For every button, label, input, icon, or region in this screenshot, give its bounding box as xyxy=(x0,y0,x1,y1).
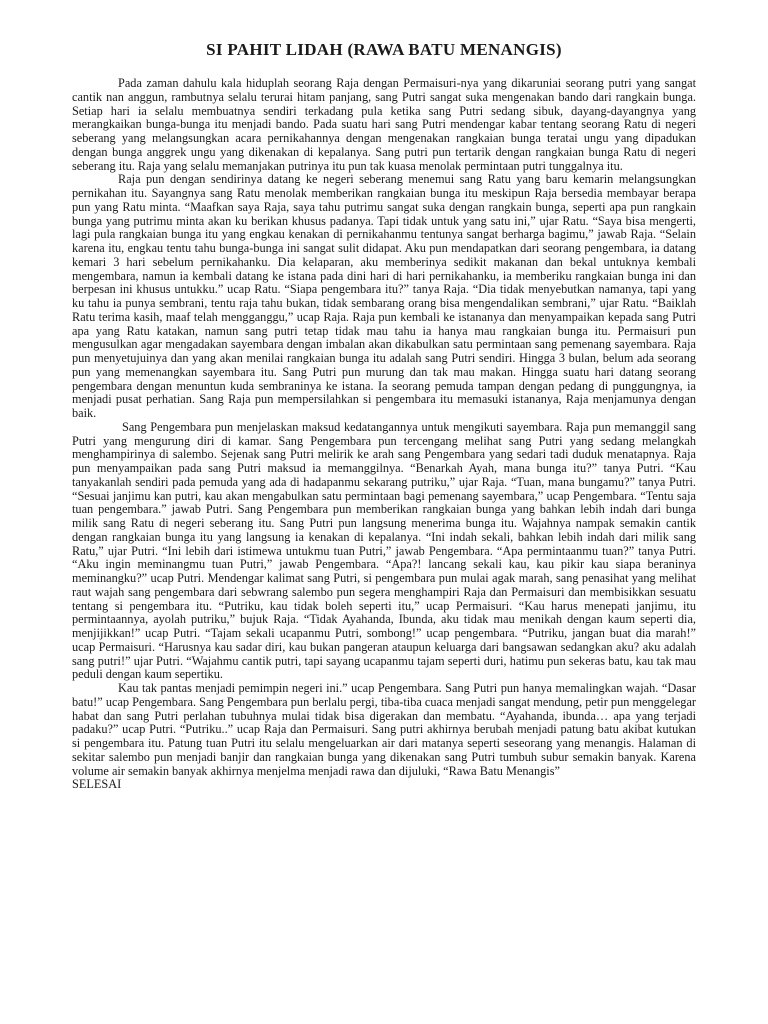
paragraph-3: Sang Pengembara pun menjelaskan maksud kedatangannya untuk mengikuti sayembara. Raja pun memanggil sang Putri yang mengurung diri di kamar. Sang Pengembara pun tercengang melihat sang Putri yang sedang melangkah menghampirinya di salembo. Sejenak sang Putri melirik ke arah sang Pengembara yang sedari tadi duduk menatapnya. Raja pun menyampaikan pada sang Putri maksud ia memanggilnya. “Benarkah Ayah, mana bunga itu?” tanya Putri. “Kau tanyakanlah sendiri pada pemuda yang ada di hadapanmu sekarang putriku,” ujar Raja. “Tuan, mana bungamu?” tanya Putri. “Sesuai janjimu kan putri, kau akan mengabulkan satu permintaan bagi pemenang sayembara,” ucap Pengembara. “Tentu saja tuan pengembara.” jawab Putri. Sang Pengembara pun memberikan rangkaian bunga yang bahkan lebih indah dari bunga milik sang Ratu di negeri seberang itu. Sang Putri pun langsung menerima bunga itu. Wajahnya nampak semakin cantik dengan rangkaian bunga itu yang langsung ia kenakan di kepalanya. “Ini indah sekali, bahkan lebih indah dari milik sang Ratu,” ujar Putri. “Ini lebih dari istimewa untukmu tuan Putri,” jawab Pengembara. “Apa permintaanmu tuan?” tanya Putri. “Aku ingin meminangmu tuan Putri,” jawab Pengembara. “Apa?! lancang sekali kau, kau pikir kau siapa beraninya meminangku?” ucap Putri. Mendengar kalimat sang Putri, si pengembara pun mulai agak marah, sang penasihat yang melihat raut wajah sang pengembara dari sebwrang salembo pun segera menghampiri Raja dan Permaisuri dan membisikkan sesuatu tentang si pengembara itu. “Putriku, kau tidak boleh seperti itu,” ucap Permaisuri. “Kau harus menepati janjimu, itu permintaannya, ayolah putriku,” bujuk Raja. “Tidak Ayahanda, Ibunda, aku tidak mau menikah dengan kaum seperti dia, menjijikkan!” ucap Putri. “Tajam sekali ucapanmu Putri, sombong!” ucap pengembara. “Putriku, jangan buat dia marah!” ucap Permaisuri. “Harusnya kau sadar diri, kau bukan pangeran ataupun keluarga dari bangsawan sedangkan aku? aku adalah sang putri!” ujar Putri. “Wajahmu cantik putri, tapi sayang ucapanmu tajam seperti duri, hatimu pun sekeras batu, kau tak mau peduli dengan kaum sepertiku. xyxy=(72,419,696,682)
document-title: SI PAHIT LIDAH (RAWA BATU MENANGIS) xyxy=(206,40,562,59)
document-body xyxy=(72,77,696,792)
closing-text: SELESAI xyxy=(72,777,122,792)
paragraph-1: Pada zaman dahulu kala hiduplah seorang Raja dengan Permaisuri-nya yang dikaruniai seorang putri yang sangat cantik nan anggun, rambutnya selalu terurai hitam panjang, sang Putri sangat suka mengenakan bando dari rangkain bunga. Setiap hari ia selalu membuatnya sendiri terkadang pula ketika sang Putri sedang sibuk, dayang-dayangnya yang merangkaikan bunga-bunga itu menjadi bando. Pada suatu hari sang Putri mendengar kabar tentang seorang Ratu di negeri seberang yang melangsungkan acara pernikahannya dengan mengenakan rangkaian bunga teratai ungu yang dipadukan dengan bunga anggrek ungu yang dikenakan di kepalanya. Sang putri pun tertarik dengan rangkaian bunga Ratu di negeri seberang itu. Raja yang selalu memanjakan putrinya itu pun tak kuasa menolak permintaan putri tunggalnya itu. xyxy=(72,76,696,173)
paragraph-4: Kau tak pantas menjadi pemimpin negeri ini.” ucap Pengembara. Sang Putri pun hanya memalingkan wajah. “Dasar batu!” ucap Pengembara. Sang Pengembara pun berlalu pergi, tiba-tiba cuaca menjadi sangat mendung, petir pun menggelegar habat dan sang Putri perlahan tubuhnya mulai tidak bisa digerakan dan membatu. “Ayahanda, ibunda… apa yang terjadi padaku?” ucap Putri. “Putriku..” ucap Raja dan Permaisuri. Sang putri akhirnya berubah menjadi patung batu akibat kutukan si pengembara itu. Patung tuan Putri itu selalu mengeluarkan air dari matanya seperti seseorang yang menangis. Halaman di sekitar salembo pun menjadi banjir dan rangkaian bunga yang dikenakan sang Putri tumbuh subur semakin banyak. Karena volume air semakin banyak akhirnya menjelma menjadi rawa dan dijuluki, “Rawa Batu Menangis” xyxy=(72,681,696,778)
paragraph-2: Raja pun dengan sendirinya datang ke negeri seberang menemui sang Ratu yang baru kemarin melangsungkan pernikahan itu. Sayangnya sang Ratu menolak memberikan rangkaian bunga itu meskipun Raja bersedia membayar berapa pun yang Ratu minta. “Maafkan saya Raja, saya tahu putrimu sangat suka dengan rangkain bunga, seperti apa pun rangkain bunga yang putrimu minta akan ku berikan khusus padanya. Tapi tidak untuk yang satu ini,” ujar Ratu. “Saya bisa mengerti, lagi pula rangkaian bunga itu yang engkau kenakan di pernikahanmu tentunya sangat berharga bagimu,” jawab Raja. “Selain karena itu, engkau tentu tahu bunga-bunga ini sangat sulit didapat. Aku pun mendapatkan dari seorang pengembara, ia datang kemari 3 hari sebelum pernikahanku. Dia kelaparan, aku memberinya sedikit makanan dan bekal untuknya kembali mengembara, namun ia kembali datang ke istana pada dini hari di hari pernikahanku, ia memberiku rangkaian bunga ini dan berpesan ini khusus untukku.” ucap Ratu. “Siapa pengembara itu?” tanya Raja. “Dia tidak menyebutkan namanya, tapi yang ku tahu ia punya sembrani, tentu raja tahu bukan, tidak sembarang orang bisa mengendalikan sembrani,” ujar Ratu. “Baiklah Ratu terima kasih, maaf telah mengganggu,” ucap Raja. Raja pun kembali ke istananya dan menyampaikan kepada sang Putri apa yang Ratu katakan, namun sang putri tetap tidak mau tahu ia hanya mau rangkaian bunga itu. Permaisuri pun mengusulkan agar mengadakan sayembara dengan imbalan akan dikabulkan satu permintaan sang pemenang sayembara. Raja pun menyetujuinya dan yang akan menilai rangkaian bunga itu adalah sang Putri sendiri. Hingga 3 bulan, belum ada seorang pun yang memenangkan sayembara itu. Sang Putri pun murung dan tak mau makan. Hingga suatu hari datang seorang pengembara dengan menuntun kuda sembraninya ke istana. Ia seorang pemuda tampan dengan pedang di punggungnya, ia menjadi pusat perhatian. Sang Raja pun mempersilahkan si pengembara itu memasuki istananya, Raja menjamunya dengan baik. xyxy=(72,172,696,420)
